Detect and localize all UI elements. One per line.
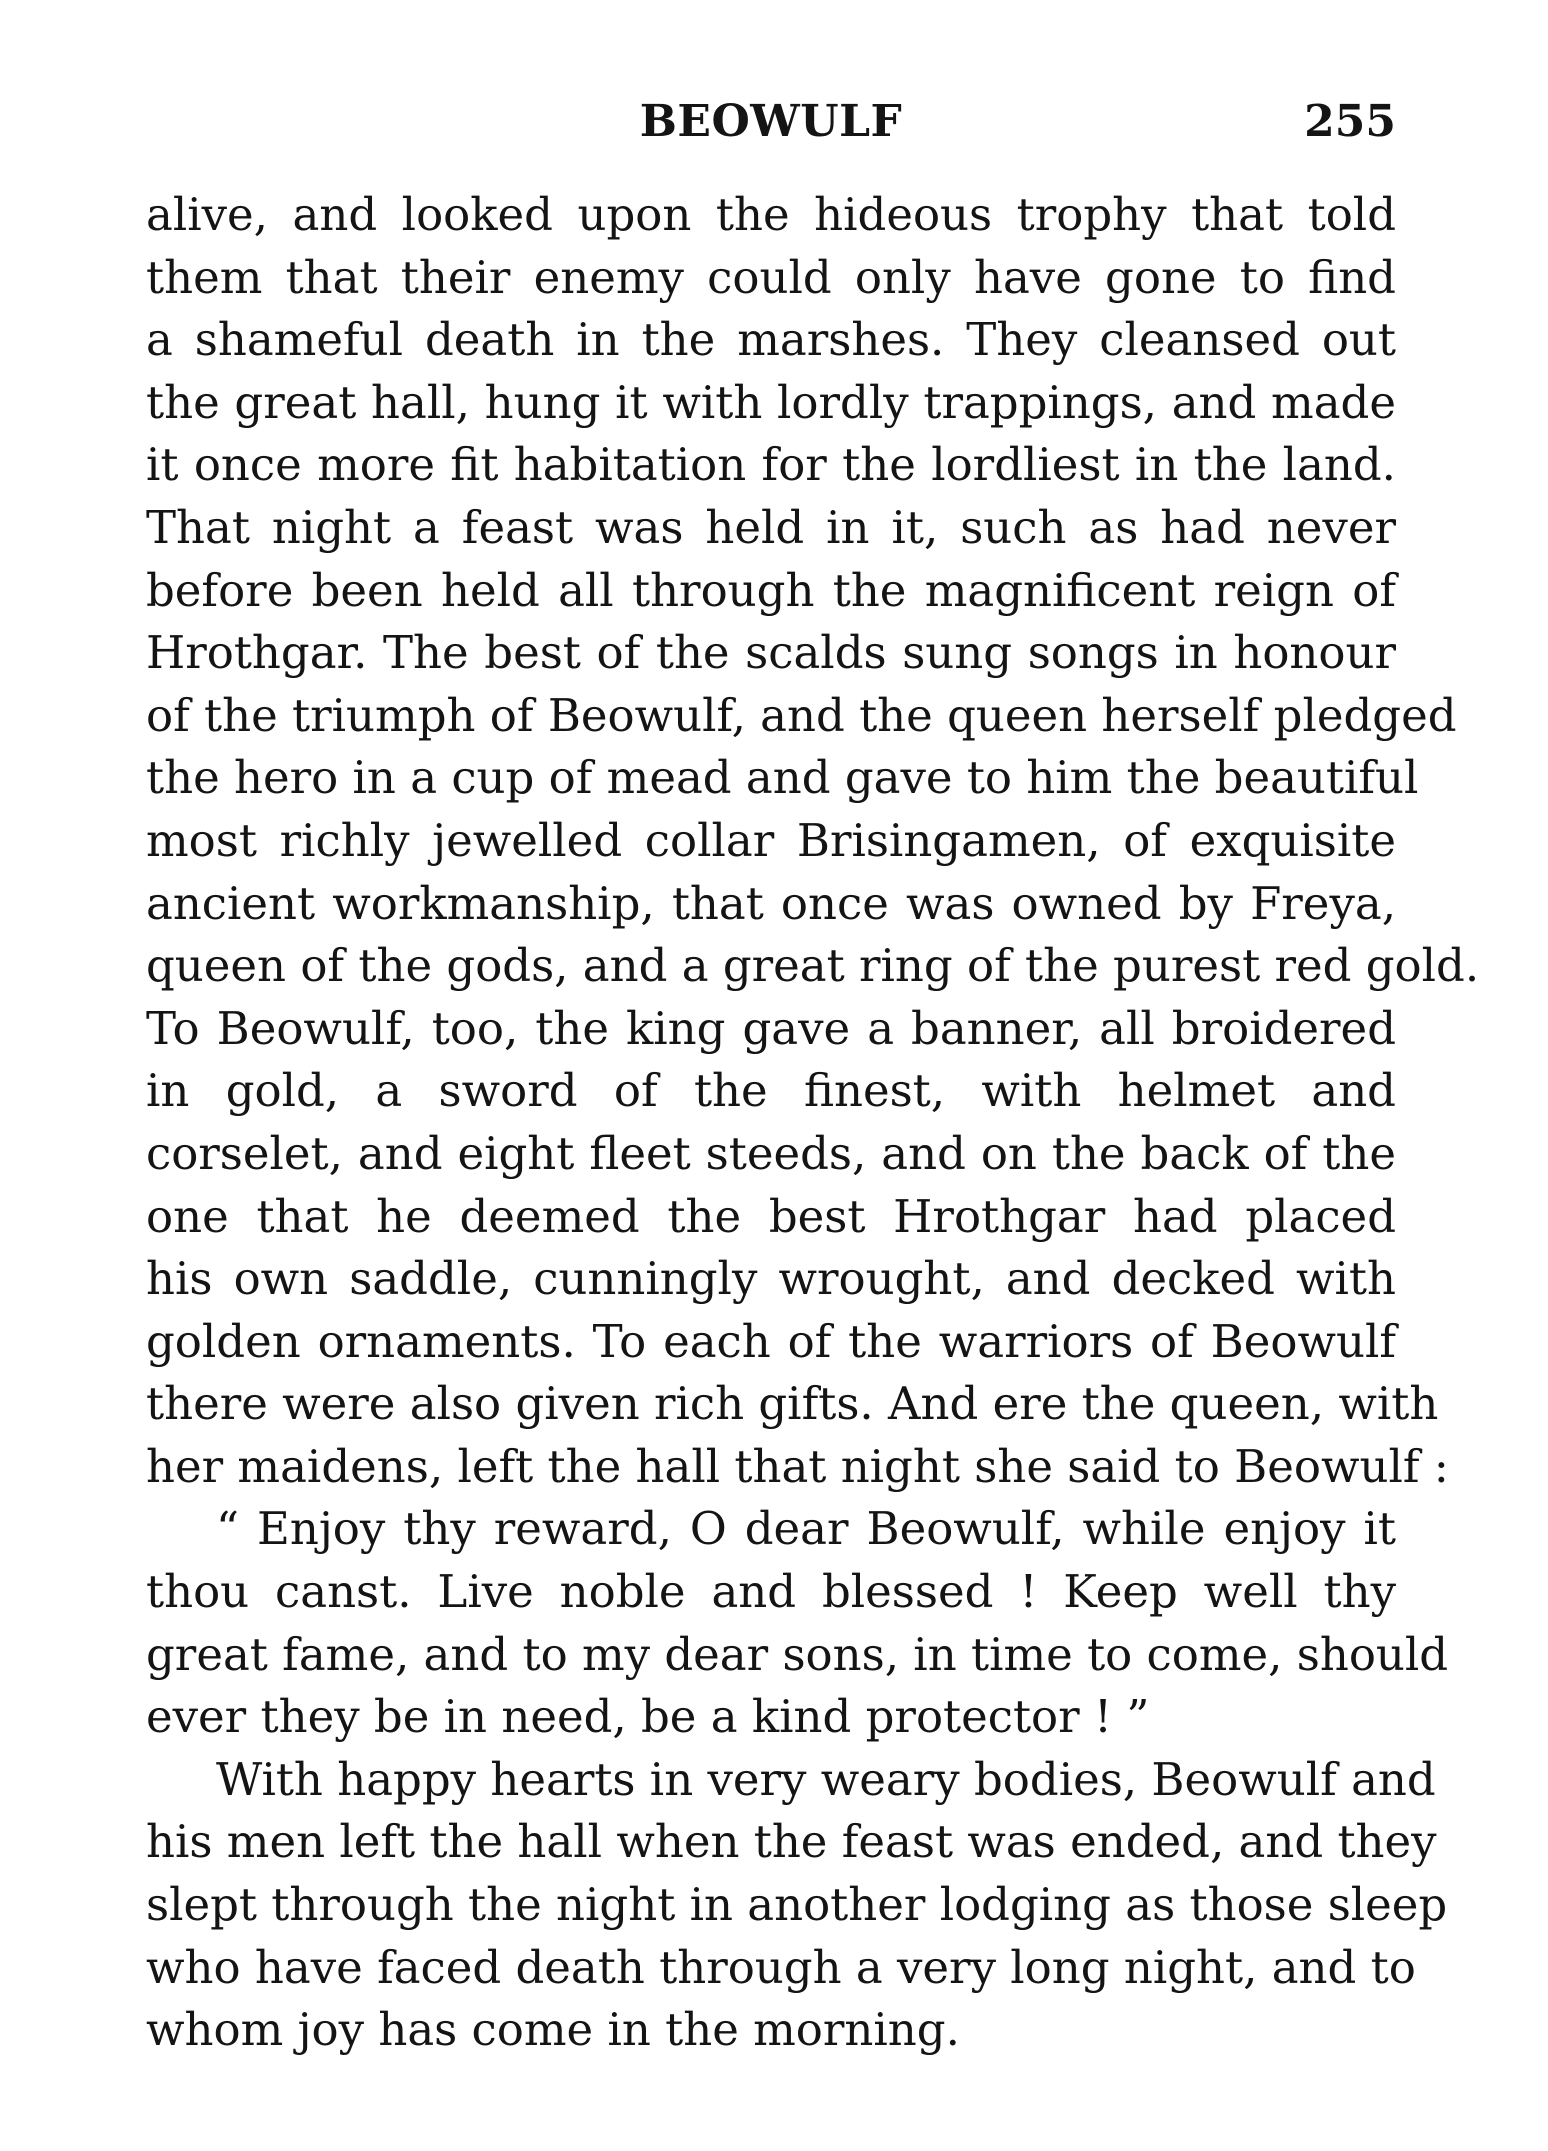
page-number: 255 <box>1304 96 1396 147</box>
text-line: golden ornaments. To each of the warriors of Beowulf <box>146 1314 1396 1368</box>
text-line: whom joy has come in the morning. <box>146 2003 960 2057</box>
text-line: great fame, and to my dear sons, in time to come, should <box>146 1627 1449 1681</box>
text-line: who have faced death through a very long night, and to <box>146 1940 1416 1994</box>
text-line: ever they be in need, be a kind protector ! ” <box>146 1690 1150 1744</box>
text-line: in gold, a sword of the finest, with helmet and <box>146 1064 1396 1118</box>
text-line: alive, and looked upon the hideous trophy that told <box>146 188 1396 241</box>
running-head <box>146 96 1396 156</box>
text-line: thou canst. Live noble and blessed ! Keep well thy <box>146 1565 1396 1619</box>
text-line: queen of the gods, and a great ring of the purest red gold. <box>146 939 1480 993</box>
text-line: most richly jewelled collar Brisingamen, of exquisite <box>146 813 1396 867</box>
text-line: slept through the night in another lodging as those sleep <box>146 1878 1448 1932</box>
text-line: To Beowulf, too, the king gave a banner, all broidered <box>146 1001 1396 1055</box>
text-line: her maidens, left the hall that night she said to Beowulf : <box>146 1439 1449 1493</box>
text-line: them that their enemy could only have gone to find <box>146 250 1396 304</box>
text-line: Hrothgar. The best of the scalds sung songs in honour <box>146 626 1396 680</box>
text-line: That night a feast was held in it, such as had never <box>146 500 1396 554</box>
text-line: there were also given rich gifts. And ere the queen, with <box>146 1377 1439 1431</box>
running-title: BEOWULF <box>639 96 903 147</box>
text-line: before been held all through the magnificent reign of <box>146 563 1396 617</box>
text-line: it once more fit habitation for the lordliest in the land. <box>146 438 1396 492</box>
text-line: the hero in a cup of mead and gave to him the beautiful <box>146 751 1419 805</box>
text-line: ancient workmanship, that once was owned by Freya, <box>146 876 1396 930</box>
text-line: corselet, and eight fleet steeds, and on the back of the <box>146 1126 1396 1180</box>
text-line: his own saddle, cunningly wrought, and decked with <box>146 1252 1396 1306</box>
text-line: With happy hearts in very weary bodies, Beowulf and <box>216 1752 1436 1806</box>
text-line: a shameful death in the marshes. They cleansed out <box>146 313 1396 367</box>
text-line: one that he deemed the best Hrothgar had placed <box>146 1189 1396 1243</box>
text-line: “ Enjoy thy reward, O dear Beowulf, while enjoy it <box>216 1502 1396 1556</box>
text-line: of the triumph of Beowulf, and the queen herself pledged <box>146 688 1457 742</box>
body-text <box>146 184 1480 2062</box>
text-line: his men left the hall when the feast was ended, and they <box>146 1815 1437 1869</box>
text-line: the great hall, hung it with lordly trappings, and made <box>146 375 1396 429</box>
